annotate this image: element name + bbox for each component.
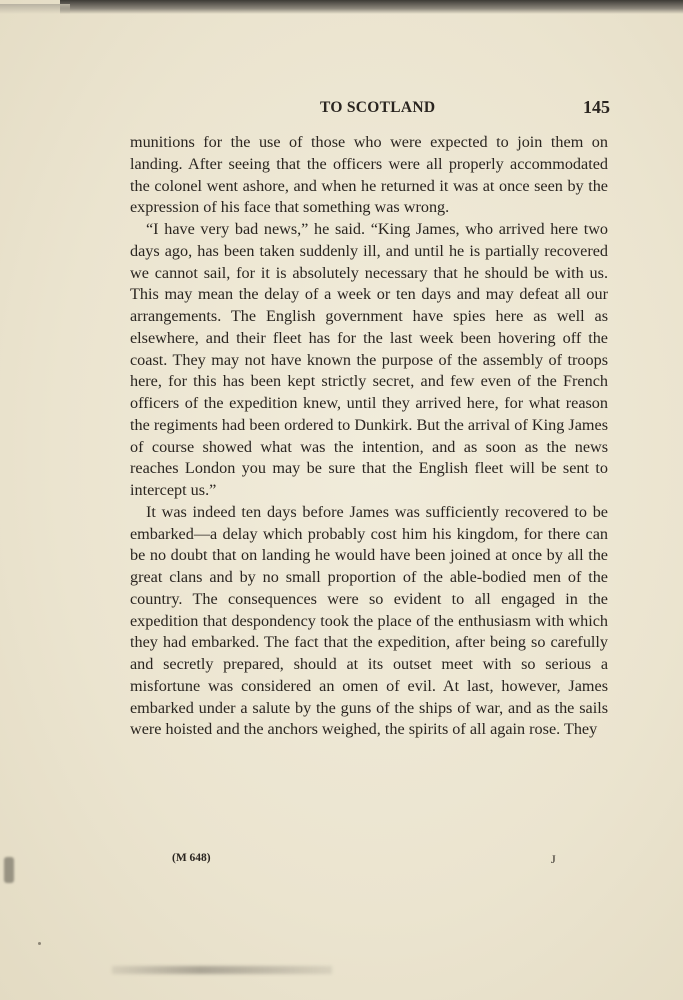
signature-mark: (M 648) <box>172 852 211 864</box>
paragraph-2: “I have very bad news,” he said. “King James, who arrived here two days ago, has been taken suddenly ill, and until he is partially recovered we cannot sail, for it is absolutely necessary that he should be with us. This may mean the delay of a week or ten days and may defeat all our arrangements. The English government have spies here as well as elsewhere, and their fleet has for the last week been hovering off the coast. They may not have known the purpose of the assembly of troops here, for this has been kept strictly secret, and few even of the French officers of the expedition knew, until they arrived here, for what reason the regiments had been ordered to Dunkirk. But the arrival of King James of course showed what was the intention, and as soon as the news reaches London you may be sure that the English fleet will be sent to intercept us.” <box>130 220 608 499</box>
running-head <box>130 99 610 121</box>
paragraph-3: It was indeed ten days before James was sufficiently recovered to be embarked—a delay which probably cost him his kingdom, for there can be no doubt that on landing he would have been joined at once by all the great clans and by no small proportion of the able-bodied men of the country. The consequences were so evident to all engaged in the expedition that despondency took the place of the enthusiasm with which they had embarked. The fact that the expedition, after being so carefully and secretly prepared, should at its outset meet with so serious a misfortune was considered an omen of evil. At last, however, James embarked under a salute by the guns of the ships of war, and as the sails were hoisted and the anchors weighed, the spirits of all again rose. They <box>130 502 608 739</box>
running-title: TO SCOTLAND <box>320 99 436 116</box>
page-number: 145 <box>583 97 610 117</box>
paragraph-1: munitions for the use of those who were expected to join them on landing. After seeing that the officers were all properly accommodated the colonel went ashore, and when he returned it was at once seen by the expression of his face that something was wrong. <box>130 133 608 217</box>
scan-bottom-smudge <box>112 966 332 974</box>
scan-top-edge-left <box>0 4 70 14</box>
scan-speck <box>38 942 41 945</box>
signature-letter: J <box>551 852 556 866</box>
page-footer <box>172 852 572 872</box>
scan-top-edge <box>60 0 683 14</box>
body-text <box>130 132 608 741</box>
scan-left-margin-mark <box>4 857 14 883</box>
